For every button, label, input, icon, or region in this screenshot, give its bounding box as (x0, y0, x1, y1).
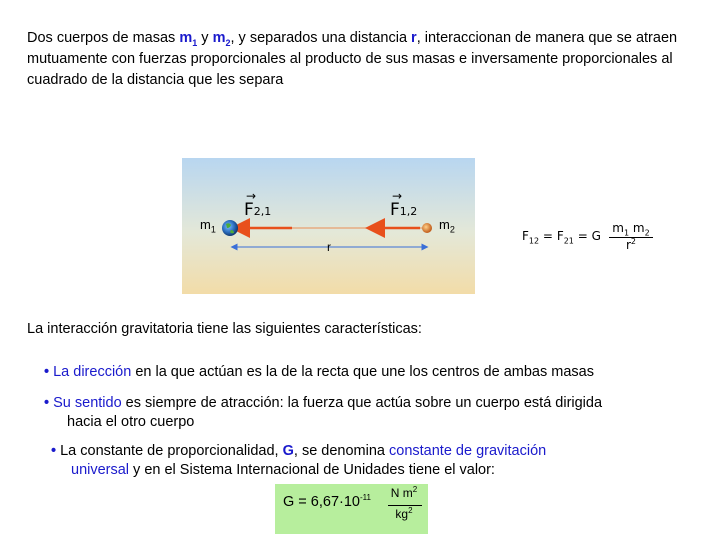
bullet-dot: • (51, 443, 57, 459)
formula-numerator: $m_1$ $m_2$ (612, 221, 650, 238)
earth-icon (222, 220, 238, 236)
label-r: r (327, 240, 331, 254)
bullet-constant-text-2: , se denomina (293, 443, 390, 459)
intro-text-2: y (197, 30, 213, 46)
formula-lhs: $F_{12} = F_{21} = G$ (522, 229, 601, 246)
bullet-constant-highlight-2: universal (71, 462, 130, 478)
bullet-sense (44, 394, 704, 432)
bullet-sense-highlight: Su sentido (53, 395, 122, 411)
bullet-constant-g: G (282, 443, 294, 459)
bullet-sense-text-2: hacia el otro cuerpo (67, 414, 195, 430)
label-f21: → F2,1 (244, 189, 272, 220)
bullet-constant (51, 442, 671, 480)
g-unit-fraction-bar (388, 505, 422, 506)
g-unit-numerator: N $m^2$ (390, 485, 418, 500)
intro-r: r (411, 30, 417, 46)
formula-denominator: $r^2$ (625, 237, 637, 252)
intro-text-3: , y separados una distancia (230, 30, 412, 46)
intro-m2: $m_2$ (212, 30, 231, 48)
bullet-constant-text-1: La constante de proporcionalidad, (60, 443, 283, 459)
bullet-dot: • (44, 364, 50, 380)
diagram-graphics (182, 158, 475, 294)
bullet-dot: • (44, 395, 50, 411)
intro-paragraph (27, 28, 707, 91)
label-m2: $m_2$ (439, 217, 455, 235)
label-f12: → F1,2 (390, 189, 418, 220)
g-unit-denominator: $kg^2$ (395, 506, 413, 521)
bullet-constant-highlight-1: constante de gravitación (389, 443, 547, 459)
label-m1: $m_1$ (200, 217, 216, 235)
g-value-lhs: $G = 6,67\cdot 10^{-11}$ (283, 493, 371, 510)
bullet-direction-highlight: La dirección (53, 364, 132, 380)
bullet-sense-text: es siempre de atracción: la fuerza que actúa sobre un cuerpo está dirigida (121, 395, 603, 411)
intro-text-1: Dos cuerpos de masas (27, 30, 180, 46)
intro-text-4: , interaccionan de manera que se atraen mutuamente con fuerzas proporcionales al producto de sus masas e inversamente proporcionales al cuadrado de la distancia que les separa (27, 30, 678, 88)
intro-m1: $m_1$ (179, 30, 198, 48)
bullet-direction (44, 363, 594, 382)
moon-icon (422, 223, 432, 233)
characteristics-intro: La interacción gravitatoria tiene las siguientes características: (27, 321, 422, 337)
bullet-direction-text: en la que actúan es la de la recta que une los centros de ambas masas (131, 364, 594, 380)
bullet-constant-text-3: y en el Sistema Internacional de Unidades tiene el valor: (129, 462, 495, 478)
